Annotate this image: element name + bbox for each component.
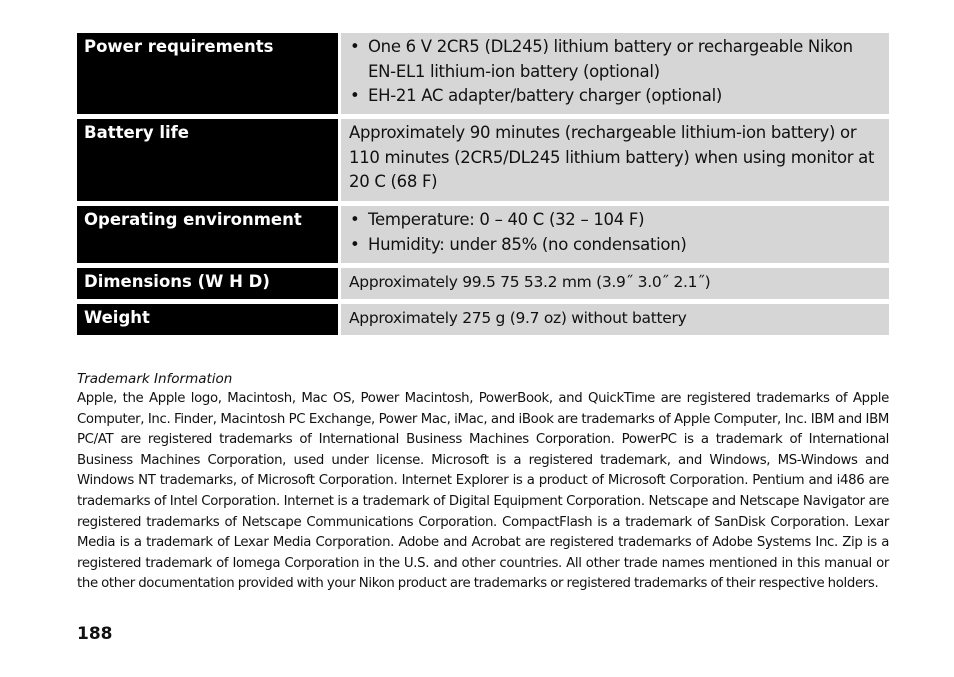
power-list bbox=[349, 35, 882, 109]
spec-label-battery-life: Battery life bbox=[77, 119, 338, 201]
operating-item-humidity: • Humidity: under 85% (no condensation) bbox=[349, 233, 882, 258]
trademark-body: Apple, the Apple logo, Macintosh, Mac OS, Power Macintosh, PowerBook, and QuickTime are registered trademarks of Apple Computer, Inc. Finder, Macintosh PC Exchange, Power Mac, iMac, and iBook are trademarks of Apple Computer, Inc. IBM and IBM PC/AT are registered trademarks of International Business Machines Corporation. PowerPC is a trademark of International Business Machines Corporation, used under license. Microsoft is a registered trademark, and Windows, MS-Windows and Windows NT trademarks, of Microsoft Corporation. Internet Explorer is a product of Microsoft Corporation. Pentium and i486 are trademarks of Intel Corporation. Internet is a trademark of Digital Equipment Corporation. Netscape and Netscape Navigator are registered trademarks of Netscape Communications Corporation. CompactFlash is a trademark of SanDisk Corporation. Lexar Media is a trademark of Lexar Media Corporation. Adobe and Acrobat are registered trademarks of Adobe Systems Inc. Zip is a registered trademark of Iomega Corporation in the U.S. and other countries. All other trade names mentioned in this manual or the other documentation provided with your Nikon product are trademarks or registered trademarks of their respective holders. bbox=[77, 391, 889, 592]
spec-label-weight: Weight bbox=[77, 304, 338, 335]
spec-row-battery-life bbox=[77, 119, 889, 201]
spec-value-weight: Approximately 275 g (9.7 oz) without battery bbox=[341, 304, 889, 335]
spec-row-dimensions bbox=[77, 268, 889, 299]
spec-label-power: Power requirements bbox=[77, 33, 338, 114]
spec-label-operating-environment: Operating environment bbox=[77, 206, 338, 263]
page-number: 188 bbox=[77, 624, 113, 644]
power-item-battery: • One 6 V 2CR5 (DL245) lithium battery or rechargeable Nikon EN-EL1 lithium-ion battery (optional) bbox=[349, 35, 882, 84]
spec-value-battery-life: Approximately 90 minutes (rechargeable lithium-ion battery) or 110 minutes (2CR5/DL245 lithium battery) when using monitor at 20 C (68 F) bbox=[341, 119, 889, 201]
trademark-section bbox=[77, 371, 889, 595]
spec-value-operating-environment bbox=[341, 206, 889, 263]
spec-value-power bbox=[341, 33, 889, 114]
spec-row-power bbox=[77, 33, 889, 114]
spec-row-weight bbox=[77, 304, 889, 335]
trademark-heading: Trademark Information bbox=[77, 371, 233, 387]
spec-row-operating-environment bbox=[77, 206, 889, 263]
operating-item-temperature: • Temperature: 0 – 40 C (32 – 104 F) bbox=[349, 208, 882, 233]
power-item-adapter: • EH-21 AC adapter/battery charger (optional) bbox=[349, 84, 882, 109]
spec-label-dimensions: Dimensions (W H D) bbox=[77, 268, 338, 299]
spec-value-dimensions: Approximately 99.5 75 53.2 mm (3.9˝ 3.0˝ 2.1˝) bbox=[341, 268, 889, 299]
operating-list bbox=[349, 208, 882, 257]
specifications-table bbox=[77, 33, 889, 340]
